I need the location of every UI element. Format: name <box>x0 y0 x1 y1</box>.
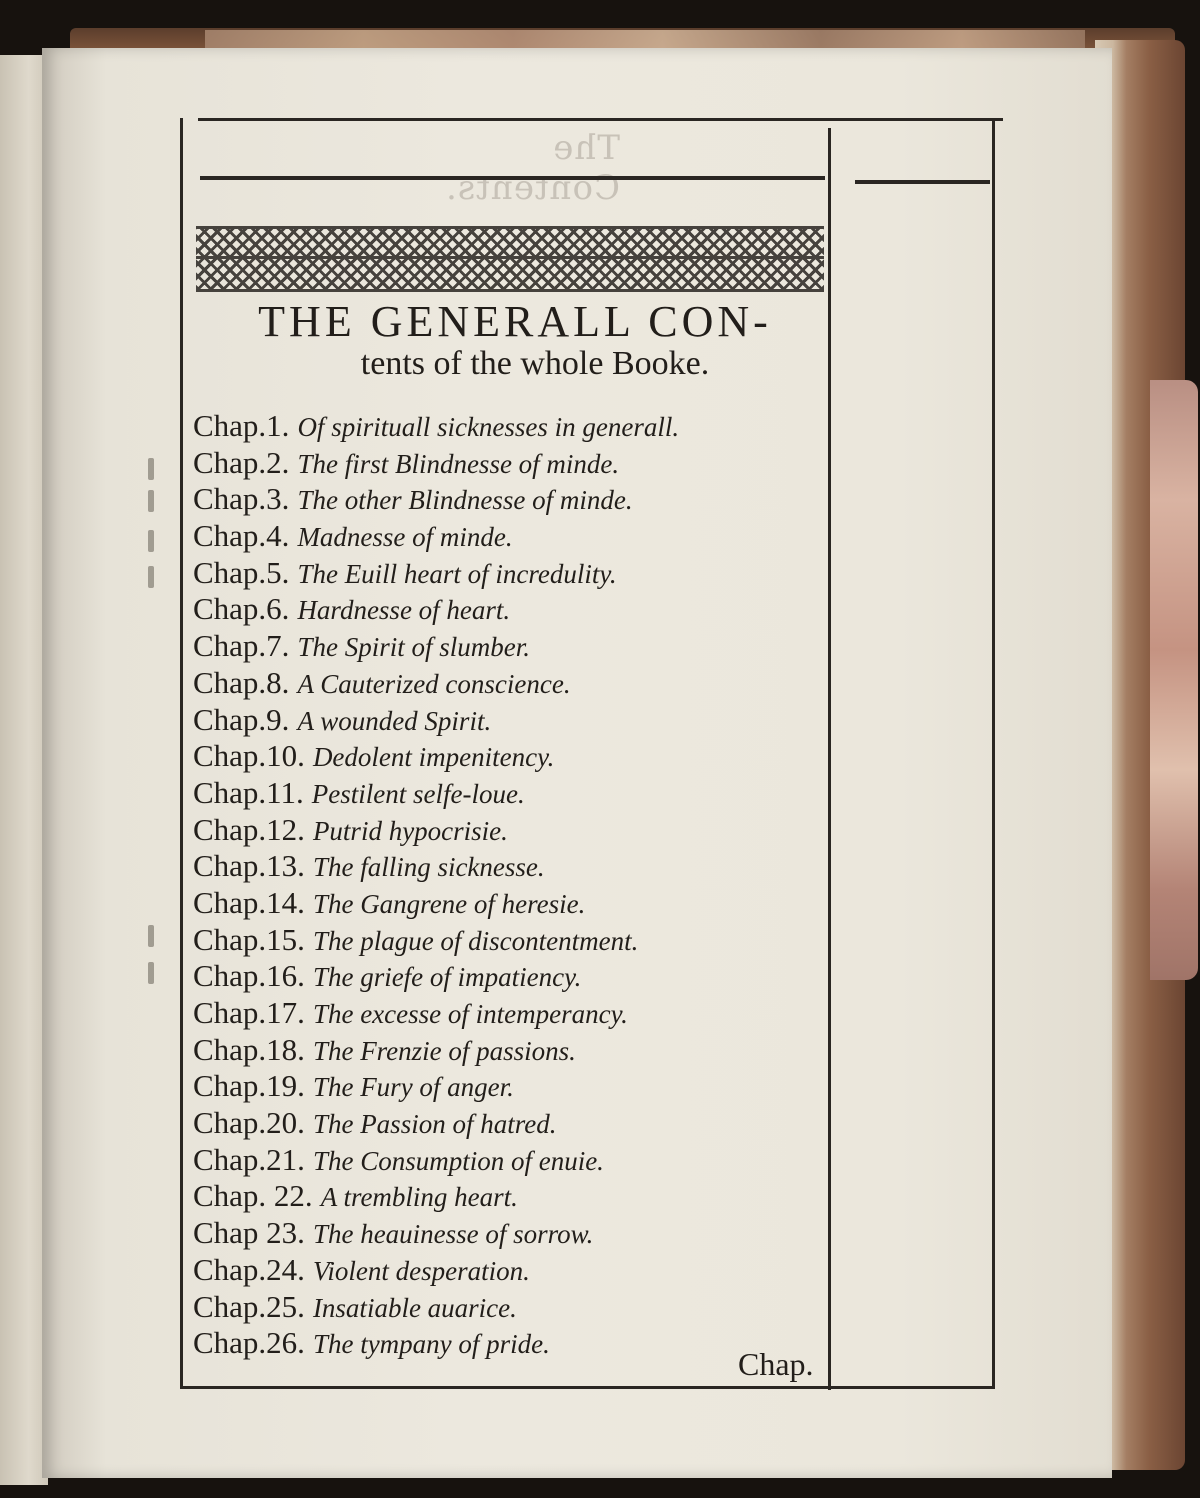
chapter-title: The griefe of impatiency. <box>312 962 582 993</box>
chapter-entry <box>193 1068 823 1105</box>
chapter-title: Violent desperation. <box>312 1255 530 1286</box>
margin-mark <box>148 962 154 984</box>
chapter-title: Dedolent impenitency. <box>312 742 555 773</box>
chapter-title: A wounded Spirit. <box>297 705 492 736</box>
chapter-number: Chap.8. <box>193 664 290 700</box>
chapter-title: The tympany of pride. <box>312 1329 550 1360</box>
chapter-number: Chap.16. <box>193 958 305 994</box>
chapter-title: The Passion of hatred. <box>312 1109 557 1140</box>
chapter-entry <box>193 445 823 482</box>
chapter-title: The Euill heart of incredulity. <box>297 558 617 589</box>
show-through-running-head: The Contents. <box>445 128 620 208</box>
chapter-number: Chap.17. <box>193 995 305 1030</box>
chapter-entry <box>193 591 823 628</box>
margin-mark <box>148 925 154 947</box>
chapter-title: The heauinesse of sorrow. <box>312 1219 594 1250</box>
chapter-entry <box>193 922 823 959</box>
chapter-number: Chap.10. <box>193 738 305 774</box>
chapter-title: Of spirituall sicknesses in generall. <box>297 412 680 442</box>
chapter-title: The plague of discontentment. <box>312 925 639 956</box>
chapter-title: Pestilent selfe-loue. <box>311 778 525 809</box>
margin-mark <box>148 530 154 552</box>
chapter-number: Chap.7. <box>193 628 290 664</box>
chapter-title: The Gangrene of heresie. <box>312 888 586 919</box>
chapter-entry <box>193 885 823 922</box>
chapter-list <box>193 408 823 1362</box>
chapter-entry <box>193 628 823 665</box>
catchword: Chap. <box>738 1346 814 1382</box>
chapter-entry <box>193 518 823 555</box>
chapter-number: Chap.3. <box>193 481 290 517</box>
chapter-title: Madnesse of minde. <box>297 522 513 553</box>
chapter-entry <box>193 1178 823 1215</box>
chapter-title: The falling sicknesse. <box>312 852 545 883</box>
chapter-number: Chap. 22. <box>193 1178 313 1214</box>
chapter-entry <box>193 1215 823 1252</box>
header-rule <box>200 176 825 180</box>
chapter-number: Chap.14. <box>193 884 305 920</box>
chapter-number: Chap.18. <box>193 1031 305 1067</box>
chapter-number: Chap.20. <box>193 1105 305 1141</box>
chapter-entry <box>193 812 823 849</box>
chapter-entry <box>193 958 823 995</box>
chapter-number: Chap 23. <box>193 1215 305 1251</box>
chapter-title: Insatiable auarice. <box>312 1292 517 1323</box>
chapter-entry <box>193 481 823 518</box>
chapter-title: The other Blindnesse of minde. <box>297 485 633 516</box>
chapter-entry <box>193 1325 823 1362</box>
page-title: THE GENERALL CON- <box>258 297 772 346</box>
chapter-title: Putrid hypocrisie. <box>312 815 508 846</box>
chapter-entry <box>193 1289 823 1326</box>
chapter-number: Chap.5. <box>193 554 290 590</box>
chapter-entry <box>193 1032 823 1069</box>
chapter-title: The first Blindnesse of minde. <box>297 448 620 479</box>
chapter-number: Chap.24. <box>193 1251 305 1287</box>
margin-mark <box>148 458 154 480</box>
chapter-title: The Consumption of enuie. <box>312 1145 604 1176</box>
chapter-number: Chap.19. <box>193 1068 305 1104</box>
chapter-title: A trembling heart. <box>320 1182 518 1213</box>
chapter-entry <box>193 702 823 739</box>
chapter-number: Chap.11. <box>193 774 304 810</box>
chapter-number: Chap.15. <box>193 921 305 957</box>
margin-mark <box>148 490 154 512</box>
frame-rule-right <box>992 118 995 1388</box>
chapter-number: Chap.1. <box>193 408 290 443</box>
chapter-number: Chap.2. <box>193 444 290 480</box>
chapter-title: The Fury of anger. <box>312 1072 514 1103</box>
chapter-entry <box>193 738 823 775</box>
margin-mark <box>148 566 154 588</box>
chapter-title: The Frenzie of passions. <box>312 1035 576 1066</box>
chapter-number: Chap.25. <box>193 1288 305 1324</box>
chapter-number: Chap.12. <box>193 811 305 847</box>
chapter-title: The Spirit of slumber. <box>297 632 530 663</box>
chapter-entry <box>193 995 823 1032</box>
page-subtitle: tents of the whole Booke. <box>360 345 710 382</box>
chapter-entry <box>193 1105 823 1142</box>
frame-rule-bottom <box>180 1386 995 1389</box>
chapter-entry <box>193 1142 823 1179</box>
marbled-board-edge <box>1150 380 1198 980</box>
chapter-number: Chap.21. <box>193 1141 305 1177</box>
facing-page-edge <box>0 55 48 1485</box>
frame-rule-top <box>198 118 1003 121</box>
chapter-title: The excesse of intemperancy. <box>312 999 628 1029</box>
chapter-entry <box>193 1252 823 1289</box>
chapter-number: Chap.13. <box>193 848 305 884</box>
chapter-entry <box>193 408 823 445</box>
chapter-title: A Cauterized conscience. <box>297 668 571 699</box>
frame-rule-left <box>180 118 183 1388</box>
margin-header-rule <box>855 180 990 184</box>
chapter-entry <box>193 555 823 592</box>
chapter-title: Hardnesse of heart. <box>297 595 511 626</box>
chapter-number: Chap.4. <box>193 518 290 554</box>
chapter-entry <box>193 848 823 885</box>
chapter-number: Chap.9. <box>193 701 290 737</box>
chapter-entry <box>193 665 823 702</box>
chapter-number: Chap.26. <box>193 1325 305 1361</box>
chapter-number: Chap.6. <box>193 591 290 627</box>
printers-ornament-band <box>196 226 824 292</box>
chapter-entry <box>193 775 823 812</box>
